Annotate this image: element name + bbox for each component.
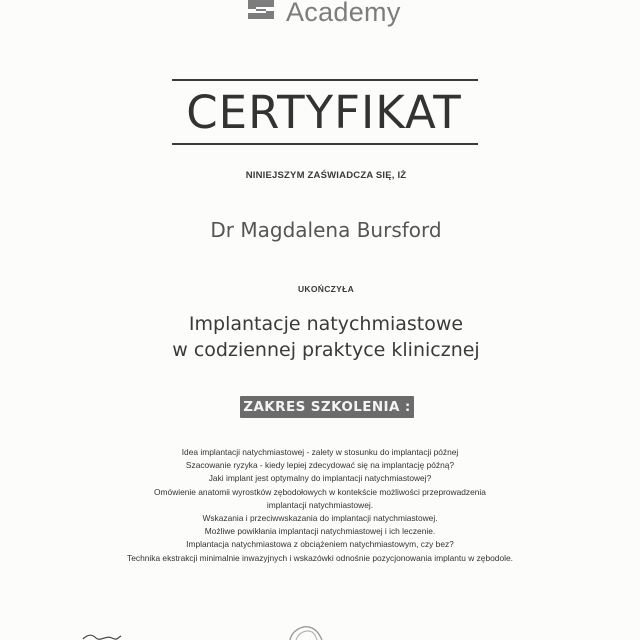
scope-item: Omówienie anatomii wyrostków zębodołowych w kontekście możliwości przeprowadzenia bbox=[154, 486, 486, 497]
logo-text: Academy bbox=[286, 0, 401, 27]
scope-item: Technika ekstrakcji minimalnie inwazyjnych i wskazówki odnośnie pozycjonowania implantu w zębodole. bbox=[127, 552, 513, 563]
course-title bbox=[0, 311, 640, 363]
course-title-line: Implantacje natychmiastowe bbox=[188, 313, 464, 335]
recipient-name: Dr Magdalena Bursford bbox=[210, 218, 442, 242]
scope-item: Jaki implant jest optymalny do implantacji natychmiastowej? bbox=[208, 473, 432, 484]
completed-label: UKOŃCZYŁA bbox=[297, 284, 355, 294]
scope-item: Szacowanie ryzyka - kiedy lepiej zdecydować się na implantację późną? bbox=[185, 460, 455, 471]
scope-item: Możliwe powikłania implantacji natychmiastowej i ich leczenie. bbox=[204, 526, 436, 537]
scope-item: Implantacja natychmiastowa z obciążeniem natychmiastowym, czy bez? bbox=[186, 539, 454, 550]
course-title-line: w codziennej praktyce klinicznej bbox=[172, 339, 480, 361]
scope-item: implantacji natychmiastowej. bbox=[266, 499, 374, 510]
title-bottom-rule bbox=[172, 143, 478, 145]
scope-item: Wskazania i przeciwwskazania do implantacji natychmiastowej. bbox=[202, 513, 438, 524]
scope-heading: ZAKRES SZKOLENIA : bbox=[240, 396, 414, 418]
s-logo-icon bbox=[244, 0, 278, 27]
academy-logo bbox=[244, 0, 401, 32]
certificate-title: CERTYFIKAT bbox=[186, 86, 462, 139]
signature-fragment bbox=[82, 632, 122, 640]
certification-intro: NINIEJSZYM ZAŚWIADCZA SIĘ, IŻ bbox=[245, 170, 407, 181]
scope-list bbox=[40, 446, 600, 565]
title-top-rule bbox=[172, 79, 478, 81]
seal-fragment-icon bbox=[282, 622, 332, 640]
scope-item: Idea implantacji natychmiastowej - zalety w stosunku do implantacji późnej bbox=[181, 447, 459, 457]
